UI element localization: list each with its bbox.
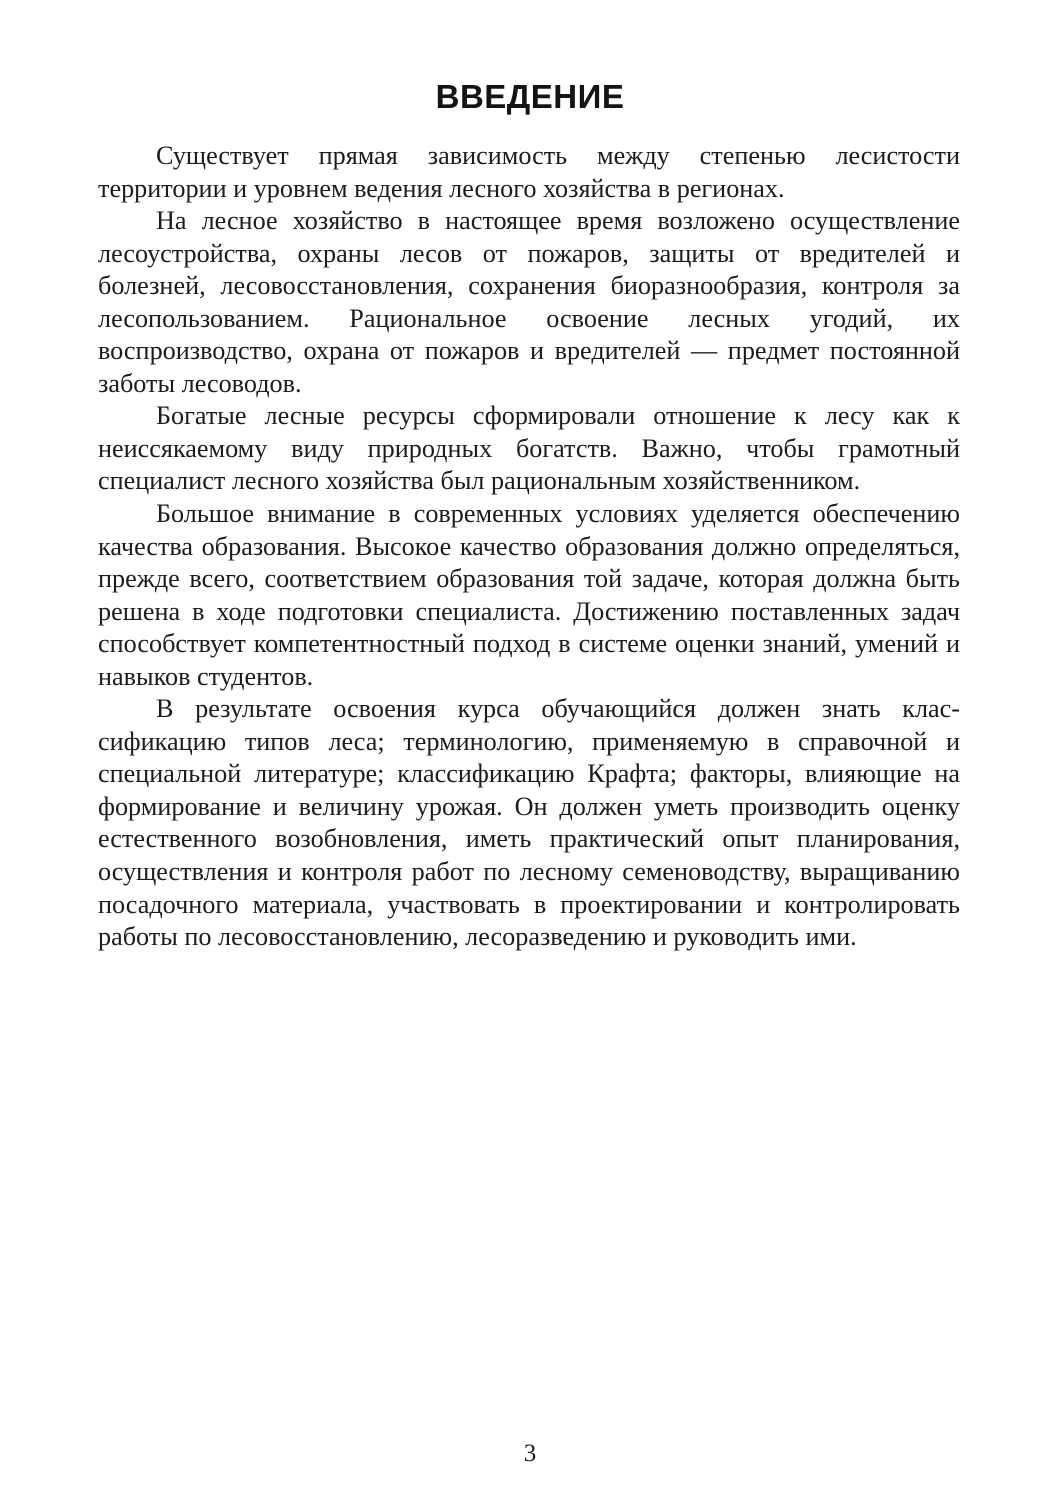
paragraph-2: На лесное хозяйство в настоящее время возложено осуществление лесоустройства, охраны лесов от пожаров, защиты от вредителей и болезней, лесовосстановления, сохранения биоразнообразия, контроля за лесопользованием. Рациональное освоение лесных угодий, их воспроизводство, охрана от пожаров и вредителей — предмет постоянной заботы лесоводов.: [98, 206, 960, 398]
page-number: 3: [523, 1440, 537, 1467]
paragraph-3: Богатые лесные ресурсы сформировали отношение к лесу как к неиссякаемому виду природных богатств. Важно, чтобы грамотный специалист лесного хозяйства был рациональным хозяйственником.: [98, 401, 960, 496]
paragraph-5: В результате освоения курса обучающийся должен знать классификацию типов леса; терминологию, применяемую в справочной и специальной литературе; классификацию Крафта; факторы, влияющие на формирование и величину урожая. Он должен уметь производить оценку естественного возобновления, иметь практический опыт планирования, осуществления и контроля работ по лесному семеноводству, выращиванию посадочного материала, участвовать в проектировании и контролировать работы по лесовосстановлению, лесоразведению и руководить ими.: [98, 694, 960, 952]
body-text: [98, 140, 960, 954]
paragraph-1: Существует прямая зависимость между степенью лесистости территории и уровнем ведения лесного хозяйства в регионах.: [98, 141, 960, 203]
paragraph-4: Большое внимание в современных условиях уделяется обеспечению качества образования. Высокое качество образования должно определяться, прежде всего, соответствием образования той задаче, которая должна быть решена в ходе подготовки специалиста. Достижению поставленных задач способствует компетентностный подход в системе оценки знаний, умений и навыков студентов.: [98, 499, 960, 691]
section-title: ВВЕДЕНИЕ: [435, 78, 625, 115]
